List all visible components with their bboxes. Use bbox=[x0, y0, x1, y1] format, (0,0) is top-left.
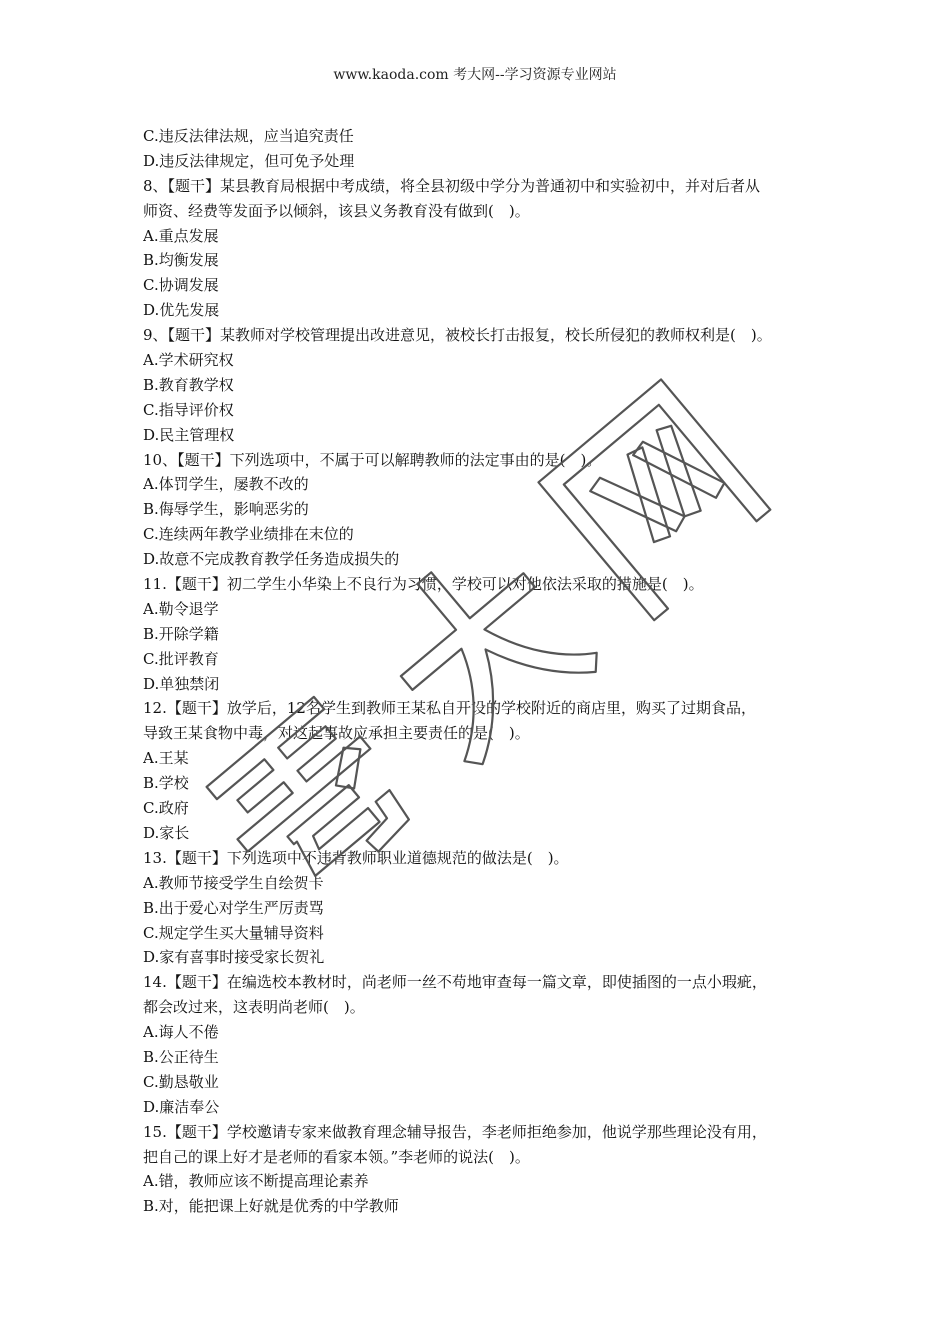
option-line: D.家长 bbox=[143, 823, 190, 842]
option-line: B.侮辱学生，影响恶劣的 bbox=[143, 500, 309, 519]
option-line: D.故意不完成教育教学任务造成损失的 bbox=[143, 550, 400, 569]
question-8-stem: 8、【题干】某县教育局根据中考成绩，将全县初级中学分为普通初中和实验初中，并对后者从 bbox=[143, 176, 761, 195]
option-line: D.民主管理权 bbox=[143, 425, 235, 444]
question-14-stem-cont: 都会改过来，这表明尚老师( )。 bbox=[143, 998, 365, 1017]
option-line: B.学校 bbox=[143, 774, 189, 793]
option-line: D.家有喜事时接受家长贺礼 bbox=[143, 948, 325, 967]
option-line: C.规定学生买大量辅导资料 bbox=[143, 923, 324, 942]
option-line: B.开除学籍 bbox=[143, 624, 219, 643]
option-line: C.政府 bbox=[143, 799, 189, 818]
option-line: A.诲人不倦 bbox=[143, 1023, 219, 1042]
question-10-stem: 10、【题干】下列选项中，不属于可以解聘教师的法定事由的是( )。 bbox=[143, 450, 602, 469]
option-line: A.重点发展 bbox=[143, 226, 219, 245]
option-line: C.协调发展 bbox=[143, 276, 219, 295]
question-12-stem: 12.【题干】放学后，12名学生到教师王某私自开设的学校附近的商店里，购买了过期食品， bbox=[143, 699, 756, 718]
option-line: B.对，能把课上好就是优秀的中学教师 bbox=[143, 1197, 399, 1216]
question-8-stem-cont: 师资、经费等发面予以倾斜，该县义务教育没有做到( )。 bbox=[143, 201, 530, 220]
question-14-stem: 14.【题干】在编选校本教材时，尚老师一丝不苟地审查每一篇文章，即使插图的一点小瑕疵， bbox=[143, 973, 767, 992]
option-line: D.廉洁奉公 bbox=[143, 1097, 220, 1116]
option-line: A.体罚学生，屡教不改的 bbox=[143, 475, 309, 494]
text-line: C.违反法律法规，应当追究责任 bbox=[143, 127, 354, 145]
option-line: A.错，教师应该不断提高理论素养 bbox=[143, 1172, 369, 1191]
text-line: D.违反法律规定，但可免予处理 bbox=[143, 151, 355, 170]
option-line: C.勤恳敬业 bbox=[143, 1072, 219, 1091]
option-line: C.连续两年教学业绩排在末位的 bbox=[143, 525, 354, 544]
option-line: A.勒令退学 bbox=[143, 599, 219, 618]
option-line: A.学术研究权 bbox=[143, 351, 234, 370]
option-line: C.批评教育 bbox=[143, 649, 219, 668]
question-13-stem: 13.【题干】下列选项中不违背教师职业道德规范的做法是( )。 bbox=[143, 848, 569, 867]
option-line: B.公正待生 bbox=[143, 1047, 219, 1066]
document-body bbox=[143, 124, 813, 1219]
page-header: www.kaoda.com 考大网--学习资源专业网站 bbox=[333, 67, 617, 83]
option-line: C.指导评价权 bbox=[143, 400, 234, 419]
question-11-stem: 11.【题干】初二学生小华染上不良行为习惯，学校可以对他依法采取的措施是( )。 bbox=[143, 575, 704, 594]
option-line: D.单独禁闭 bbox=[143, 674, 220, 693]
question-15-stem-cont: 把自己的课上好才是老师的看家本领。”李老师的说法( )。 bbox=[143, 1147, 530, 1166]
option-line: A.王某 bbox=[143, 749, 189, 768]
option-line: B.均衡发展 bbox=[143, 251, 219, 270]
question-9-stem: 9、【题干】某教师对学校管理提出改进意见，被校长打击报复，校长所侵犯的教师权利是( )。 bbox=[143, 326, 772, 345]
option-line: A.教师节接受学生自绘贺卡 bbox=[143, 873, 324, 892]
option-line: B.出于爱心对学生严厉责骂 bbox=[143, 898, 324, 917]
question-15-stem: 15.【题干】学校邀请专家来做教育理念辅导报告，李老师拒绝参加，他说学那些理论没有用， bbox=[143, 1122, 767, 1141]
option-line: D.优先发展 bbox=[143, 301, 220, 320]
option-line: B.教育教学权 bbox=[143, 375, 234, 394]
question-12-stem-cont: 导致王某食物中毒，对这起事故应承担主要责任的是( )。 bbox=[143, 724, 530, 743]
